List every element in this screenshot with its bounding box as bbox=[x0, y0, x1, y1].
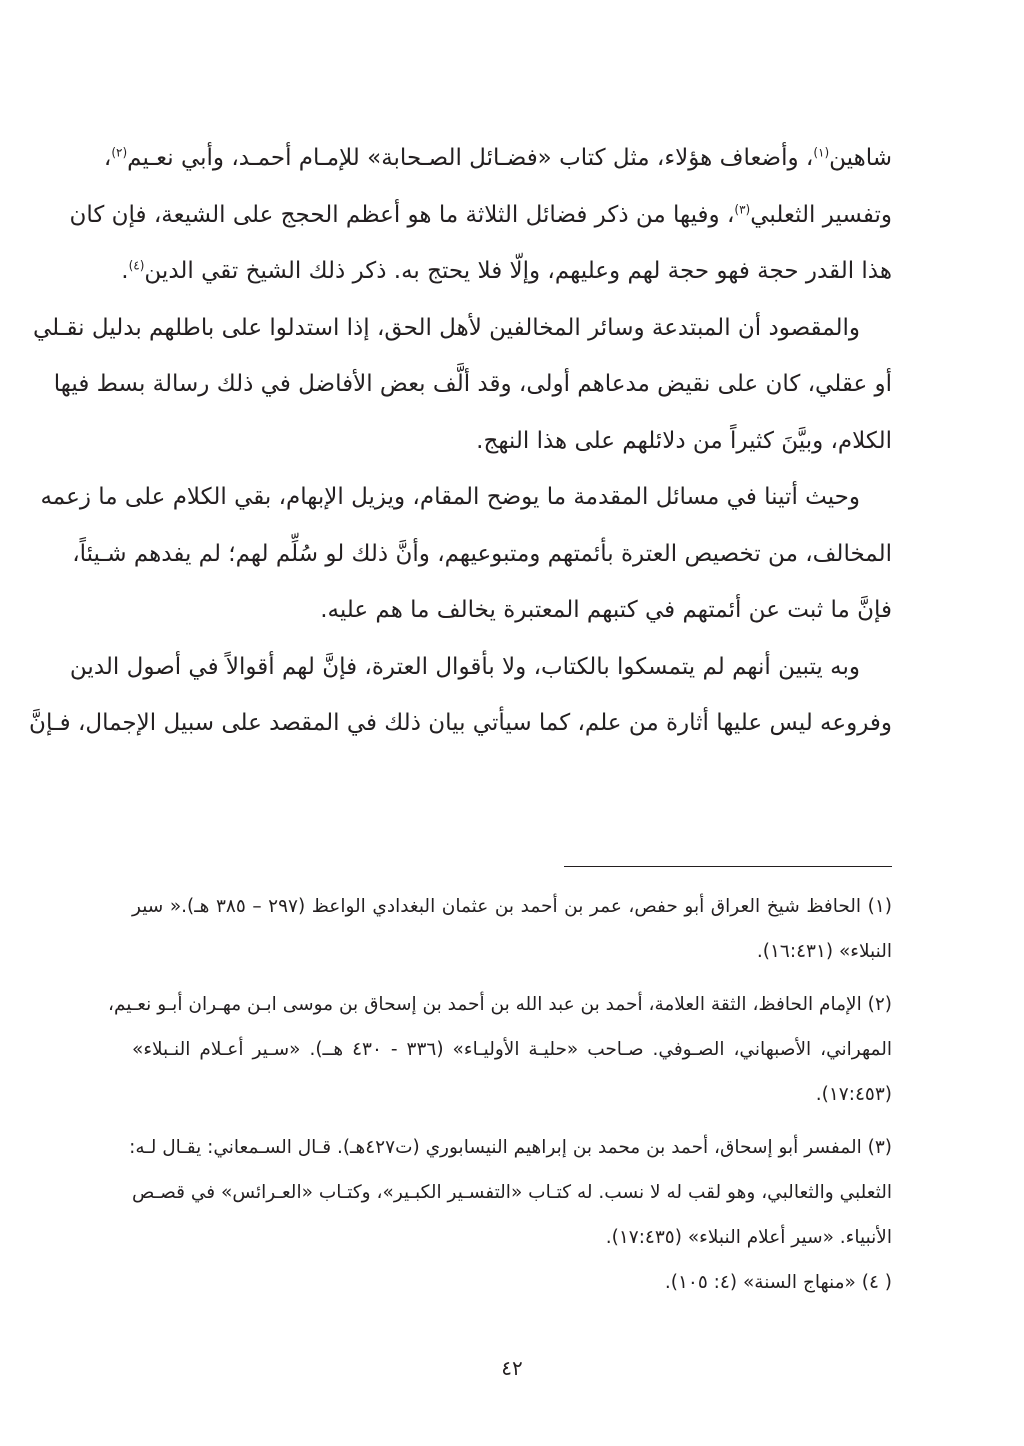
body-line: أو عقلي، كان على نقيض مدعاهم أولى، وقد ألَّف بعض الأفاضل في ذلك رسالة بسط فيها bbox=[53, 371, 892, 397]
body-line: فإنَّ ما ثبت عن أئمتهم في كتبهم المعتبرة يخالف ما هم عليه. bbox=[320, 597, 892, 623]
footnote-line: ( ٤) «منهاج السنة» (٤: ١٠٥). bbox=[664, 1272, 892, 1293]
page-number: ٤٢ bbox=[501, 1356, 523, 1380]
footnote-marker: (١) bbox=[813, 145, 830, 160]
footnote bbox=[107, 982, 892, 1117]
body-line: وبه يتبين أنهم لم يتمسكوا بالكتاب، ولا بأقوال العترة، فإنَّ لهم أقوالاً في أصول الدين bbox=[69, 653, 860, 680]
footnote-line: الأنبياء. «سير أعلام النبلاء» (١٧:٤٣٥). bbox=[605, 1227, 892, 1248]
footnote-line: النبلاء» (١٦:٤٣١). bbox=[756, 941, 892, 962]
body-line: وفروعه ليس عليها أثارة من علم، كما سيأتي بيان ذلك في المقصد على سبيل الإجمال، فـإنَّ bbox=[29, 710, 892, 736]
footnote bbox=[132, 1260, 892, 1305]
body-text: هذا القدر حجة فهو حجة لهم وعليهم، وإلّا فلا يحتج به. ذكر ذلك الشيخ تقي الدين bbox=[144, 258, 892, 284]
footnotes bbox=[107, 884, 892, 1305]
body-text: . bbox=[121, 258, 129, 284]
footnote-line: (٢) الإمام الحافظ، الثقة العلامة، أحمد بن عبد الله بن أحمد بن إسحاق بن موسى ابـن مهـران أبـو نعـيم، bbox=[107, 994, 892, 1015]
body-text: ، وأضعاف هؤلاء، مثل كتاب «فضـائل الصـحابة» للإمـام أحمـد، وأبي نعـيم bbox=[127, 145, 814, 171]
body-line: المخالف، من تخصيص العترة بأئمتهم ومتبوعيهم، وأنَّ ذلك لو سُلِّم لهم؛ لم يفدهم شـيئاً، bbox=[72, 540, 892, 567]
footnote bbox=[132, 884, 892, 974]
footnote bbox=[129, 1125, 892, 1260]
body-line bbox=[103, 130, 892, 187]
footnote-line: (١) الحافظ شيخ العراق أبو حفص، عمر بن أحمد بن عثمان البغدادي الواعظ (٢٩٧ – ٣٨٥ هـ).« سير bbox=[132, 896, 892, 917]
footnote-line: (١٧:٤٥٣). bbox=[815, 1084, 892, 1105]
body-line: والمقصود أن المبتدعة وسائر المخالفين لأهل الحق، إذا استدلوا على باطلهم بدليل نقـلي bbox=[33, 314, 860, 341]
footnote-separator bbox=[564, 866, 892, 867]
footnote-marker: (٢) bbox=[111, 145, 128, 160]
body-line: وحيث أتينا في مسائل المقدمة ما يوضح المقام، ويزيل الإبهام، بقي الكلام على ما زعمه bbox=[40, 484, 860, 510]
body-text: شاهين bbox=[829, 145, 892, 171]
body-text: ، وفيها من ذكر فضائل الثلاثة ما هو أعظم الحجج على الشيعة، فإن كان bbox=[69, 201, 735, 228]
footnote-line: المهراني، الأصبهاني، الصـوفي. صـاحب «حليـة الأوليـاء» (٣٣٦ - ٤٣٠ هــ). «سـير أعـلام النـبلاء» bbox=[132, 1039, 892, 1060]
body-line bbox=[69, 187, 892, 244]
footnote-marker: (٣) bbox=[734, 201, 751, 216]
footnote-line: (٣) المفسر أبو إسحاق، أحمد بن محمد بن إبراهيم النيسابوري (ت٤٢٧هـ). قـال السـمعاني: يقـال لـه: bbox=[129, 1137, 892, 1158]
footnote-line: الثعلبي والثعالبي، وهو لقب له لا نسب. له كتـاب «التفسـير الكبـير»، وكتـاب «العـرائس» في قصـص bbox=[132, 1182, 892, 1203]
footnote-marker: (٤) bbox=[128, 258, 145, 273]
body-text: ، bbox=[103, 145, 112, 171]
body-line: الكلام، وبيَّنَ كثيراً من دلائلهم على هذا النهج. bbox=[476, 427, 892, 454]
main-text bbox=[29, 130, 892, 752]
body-line bbox=[121, 243, 892, 300]
body-text: وتفسير الثعلبي bbox=[750, 201, 892, 228]
